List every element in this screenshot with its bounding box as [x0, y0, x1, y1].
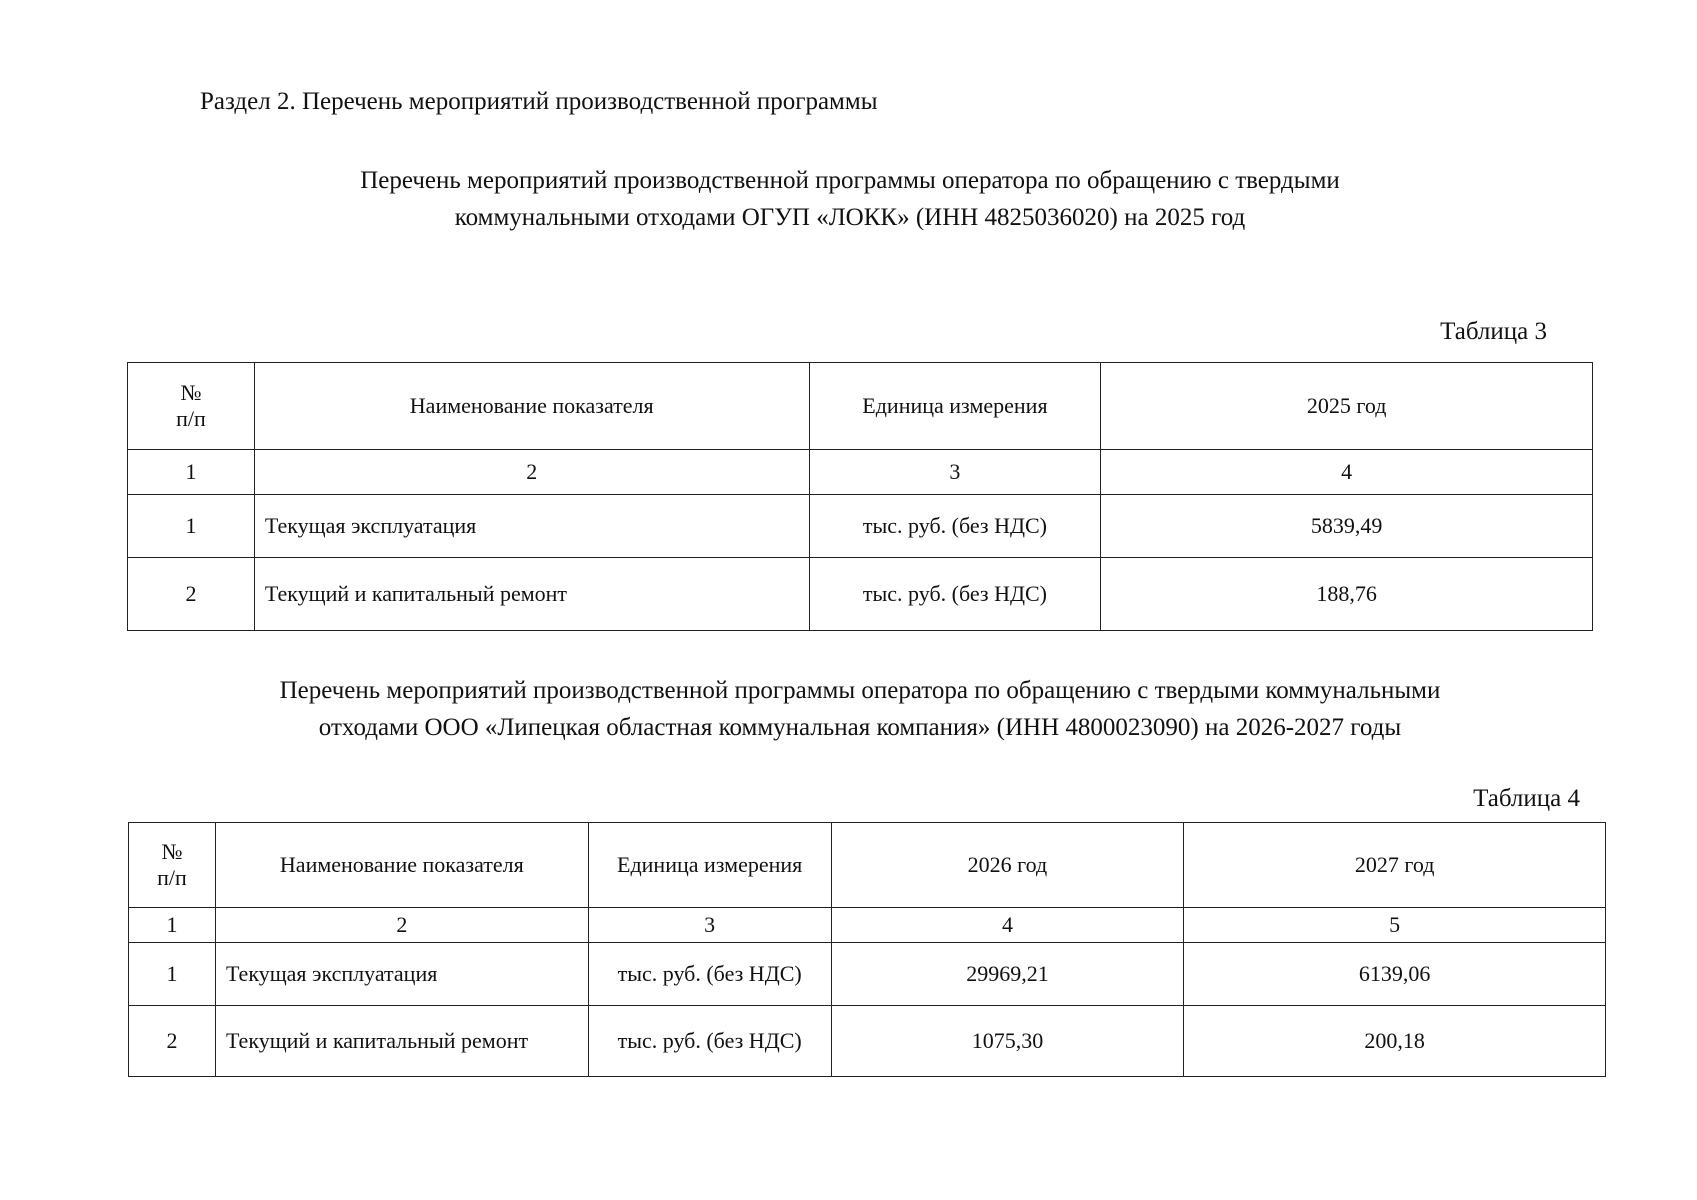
table3-colnum: 4: [1101, 450, 1593, 495]
table3-colnum: 3: [809, 450, 1101, 495]
table3-row-value: 5839,49: [1101, 495, 1593, 558]
table4-colnum: 4: [831, 908, 1184, 943]
table4-label: Таблица 4: [1473, 785, 1580, 812]
table4-row-value2: 200,18: [1184, 1006, 1606, 1077]
table4-row-num: 1: [129, 943, 216, 1006]
table4-column-numbers-row: [129, 908, 1606, 943]
table3-caption-line1: Перечень мероприятий производственной программы оператора по обращению с твердыми: [360, 167, 1340, 194]
table4-row: [129, 943, 1606, 1006]
table3-colnum: 2: [254, 450, 809, 495]
table3-row-name: Текущий и капитальный ремонт: [254, 558, 809, 631]
table4-header-year2: 2027 год: [1184, 823, 1606, 908]
table4-header-num-line2: п/п: [157, 865, 187, 890]
table3-row-name: Текущая эксплуатация: [254, 495, 809, 558]
table4-header-unit: Единица измерения: [588, 823, 831, 908]
table4-header-name: Наименование показателя: [215, 823, 588, 908]
table4-row-unit: тыс. руб. (без НДС): [588, 1006, 831, 1077]
table4-row-value1: 1075,30: [831, 1006, 1184, 1077]
table3-column-numbers-row: [128, 450, 1593, 495]
table3: [127, 362, 1593, 631]
table3-row-num: 2: [128, 558, 255, 631]
table4-header-row: [129, 823, 1606, 908]
table3-row-unit: тыс. руб. (без НДС): [809, 558, 1101, 631]
table4-row-value1: 29969,21: [831, 943, 1184, 1006]
table3-header-num-line1: №: [180, 380, 202, 405]
table4: [128, 822, 1606, 1077]
table3-row: [128, 495, 1593, 558]
table3-header-num: [128, 363, 255, 450]
table4-row-name: Текущая эксплуатация: [215, 943, 588, 1006]
table4-row-num: 2: [129, 1006, 216, 1077]
table4-colnum: 5: [1184, 908, 1606, 943]
table4-row-value2: 6139,06: [1184, 943, 1606, 1006]
table4-colnum: 3: [588, 908, 831, 943]
table3-caption-line2: коммунальными отходами ОГУП «ЛОКК» (ИНН 4825036020) на 2025 год: [454, 204, 1246, 231]
table3-header-year: 2025 год: [1101, 363, 1593, 450]
table4-header-year1: 2026 год: [831, 823, 1184, 908]
table4-caption: [180, 672, 1540, 746]
table4-header-num-line1: №: [161, 839, 183, 864]
table3-caption: [250, 162, 1450, 236]
table4-colnum: 2: [215, 908, 588, 943]
table3-header-num-line2: п/п: [176, 406, 206, 431]
table3-row: [128, 558, 1593, 631]
table4-caption-line1: Перечень мероприятий производственной программы оператора по обращению с твердыми коммунальными: [279, 677, 1441, 704]
table3-header-name: Наименование показателя: [254, 363, 809, 450]
table4-row: [129, 1006, 1606, 1077]
table3-header-unit: Единица измерения: [809, 363, 1101, 450]
table4-row-unit: тыс. руб. (без НДС): [588, 943, 831, 1006]
table4-header-num: [129, 823, 216, 908]
table3-colnum: 1: [128, 450, 255, 495]
table4-row-name: Текущий и капитальный ремонт: [215, 1006, 588, 1077]
table3-row-unit: тыс. руб. (без НДС): [809, 495, 1101, 558]
table3-header-row: [128, 363, 1593, 450]
table4-colnum: 1: [129, 908, 216, 943]
table3-label: Таблица 3: [1440, 318, 1547, 345]
table4-caption-line2: отходами ООО «Липецкая областная коммунальная компания» (ИНН 4800023090) на 2026-2027 годы: [318, 714, 1402, 741]
section-title: Раздел 2. Перечень мероприятий производственной программы: [200, 88, 878, 115]
table3-row-num: 1: [128, 495, 255, 558]
table3-row-value: 188,76: [1101, 558, 1593, 631]
